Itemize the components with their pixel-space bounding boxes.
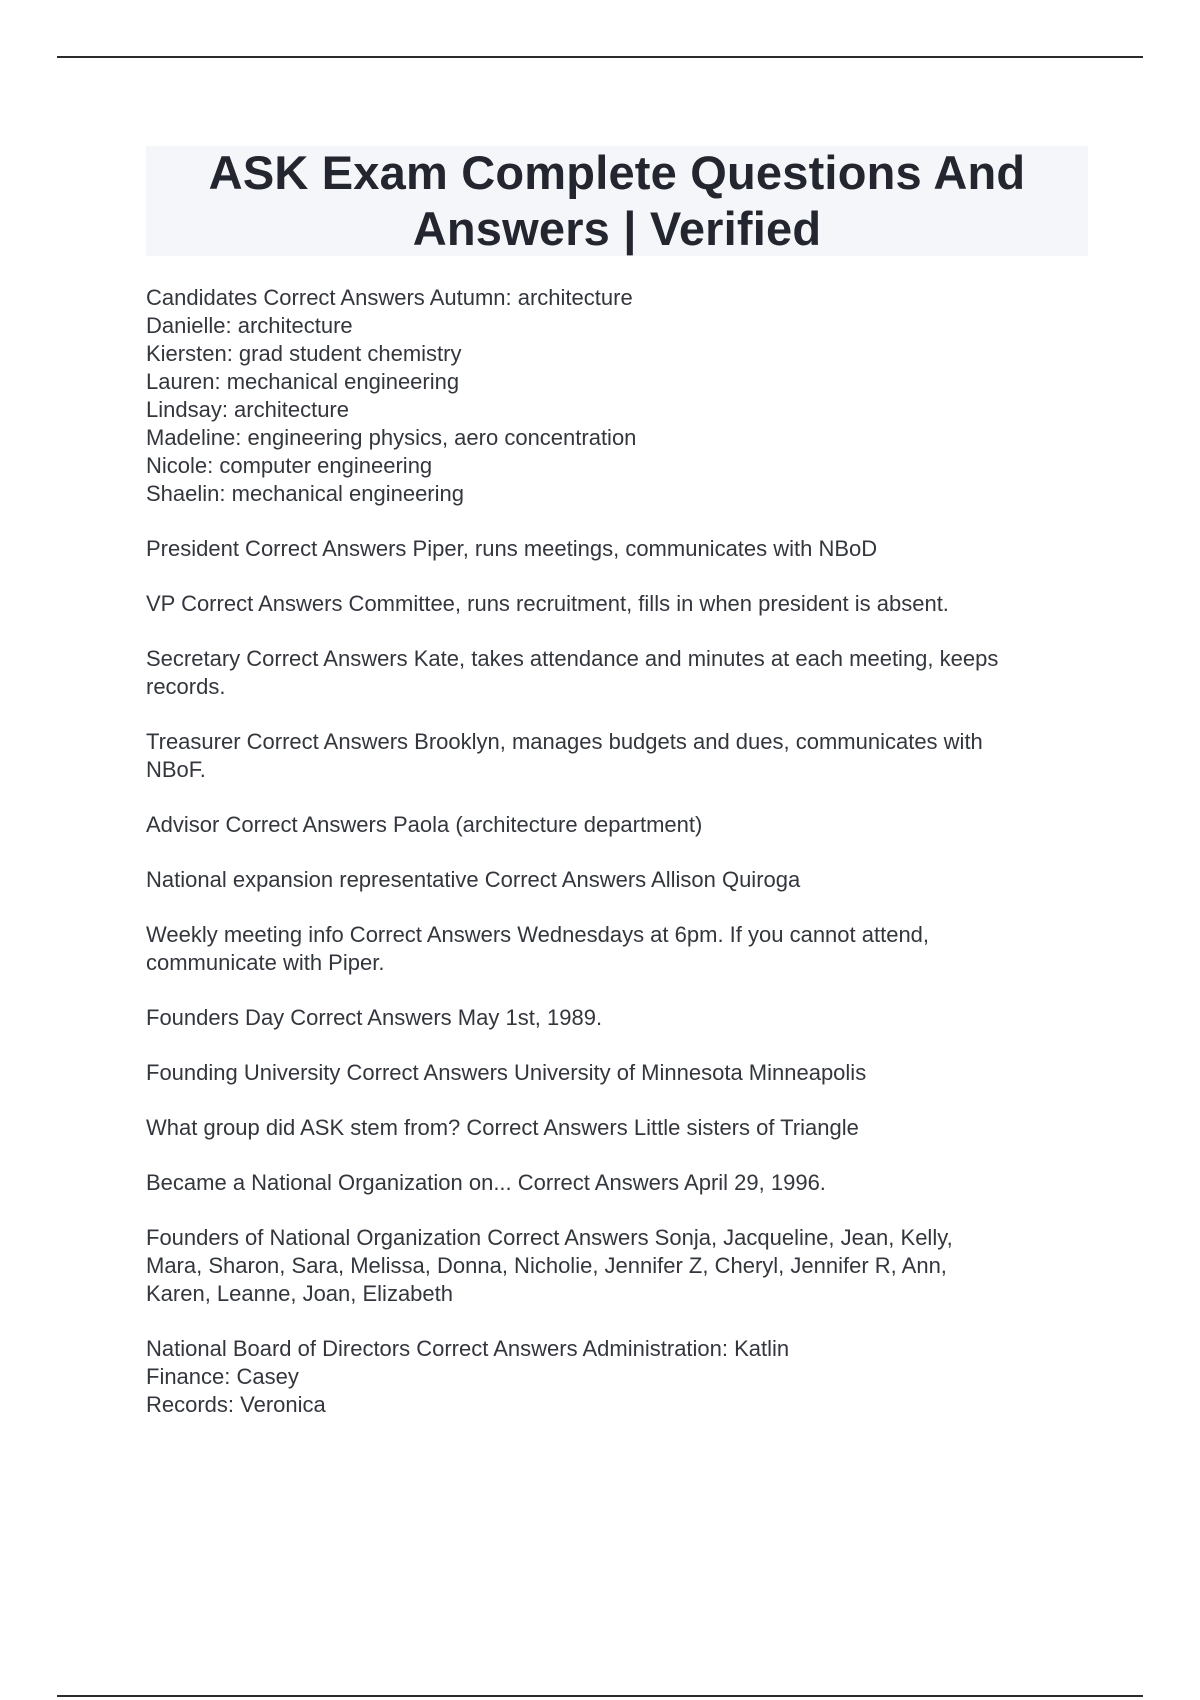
qa-entry xyxy=(146,1004,1096,1032)
qa-entry-line: Advisor Correct Answers Paola (architecture department) xyxy=(146,812,703,837)
qa-entry xyxy=(146,811,1096,839)
title-line-2: Answers | Verified xyxy=(412,202,822,255)
qa-entry-line: NBoF. xyxy=(146,757,206,782)
qa-entry-line: Kiersten: grad student chemistry xyxy=(146,341,462,366)
qa-entry xyxy=(146,866,1096,894)
qa-entry-line: Secretary Correct Answers Kate, takes attendance and minutes at each meeting, keeps xyxy=(146,646,999,671)
qa-entry xyxy=(146,590,1096,618)
qa-entry-line: Founding University Correct Answers University of Minnesota Minneapolis xyxy=(146,1060,867,1085)
qa-entry xyxy=(146,1169,1096,1197)
qa-entry-line: National expansion representative Correct Answers Allison Quiroga xyxy=(146,867,801,892)
qa-entry-line: Madeline: engineering physics, aero concentration xyxy=(146,425,637,450)
qa-entry-line: Lindsay: architecture xyxy=(146,397,349,422)
qa-list xyxy=(146,284,1096,1446)
qa-entry-line: Candidates Correct Answers Autumn: architecture xyxy=(146,285,633,310)
qa-entry-line: VP Correct Answers Committee, runs recruitment, fills in when president is absent. xyxy=(146,591,949,616)
qa-entry xyxy=(146,645,1096,701)
bottom-divider xyxy=(57,1695,1143,1697)
qa-entry xyxy=(146,284,1096,508)
qa-entry xyxy=(146,1114,1096,1142)
qa-entry-line: Treasurer Correct Answers Brooklyn, manages budgets and dues, communicates with xyxy=(146,729,983,754)
qa-entry xyxy=(146,1224,1096,1308)
qa-entry-line: Founders Day Correct Answers May 1st, 1989. xyxy=(146,1005,603,1030)
qa-entry xyxy=(146,1059,1096,1087)
qa-entry xyxy=(146,535,1096,563)
qa-entry-line: Weekly meeting info Correct Answers Wednesdays at 6pm. If you cannot attend, xyxy=(146,922,930,947)
qa-entry-line: Founders of National Organization Correct Answers Sonja, Jacqueline, Jean, Kelly, xyxy=(146,1225,953,1250)
qa-entry xyxy=(146,728,1096,784)
qa-entry xyxy=(146,921,1096,977)
qa-entry-line: Shaelin: mechanical engineering xyxy=(146,481,464,506)
page-title xyxy=(209,145,1026,257)
qa-entry-line: Nicole: computer engineering xyxy=(146,453,433,478)
title-banner xyxy=(146,146,1088,256)
qa-entry-line: President Correct Answers Piper, runs meetings, communicates with NBoD xyxy=(146,536,878,561)
qa-entry-line: Lauren: mechanical engineering xyxy=(146,369,460,394)
qa-entry-line: Records: Veronica xyxy=(146,1392,326,1417)
qa-entry-line: What group did ASK stem from? Correct Answers Little sisters of Triangle xyxy=(146,1115,859,1140)
qa-entry-line: Mara, Sharon, Sara, Melissa, Donna, Nicholie, Jennifer Z, Cheryl, Jennifer R, Ann, xyxy=(146,1253,947,1278)
qa-entry-line: Danielle: architecture xyxy=(146,313,353,338)
qa-entry-line: communicate with Piper. xyxy=(146,950,385,975)
qa-entry-line: records. xyxy=(146,674,226,699)
title-line-1: ASK Exam Complete Questions And xyxy=(208,146,1026,199)
qa-entry-line: Finance: Casey xyxy=(146,1364,299,1389)
qa-entry-line: National Board of Directors Correct Answers Administration: Katlin xyxy=(146,1336,790,1361)
qa-entry-line: Became a National Organization on... Correct Answers April 29, 1996. xyxy=(146,1170,826,1195)
top-divider xyxy=(57,56,1143,58)
qa-entry-line: Karen, Leanne, Joan, Elizabeth xyxy=(146,1281,454,1306)
qa-entry xyxy=(146,1335,1096,1419)
